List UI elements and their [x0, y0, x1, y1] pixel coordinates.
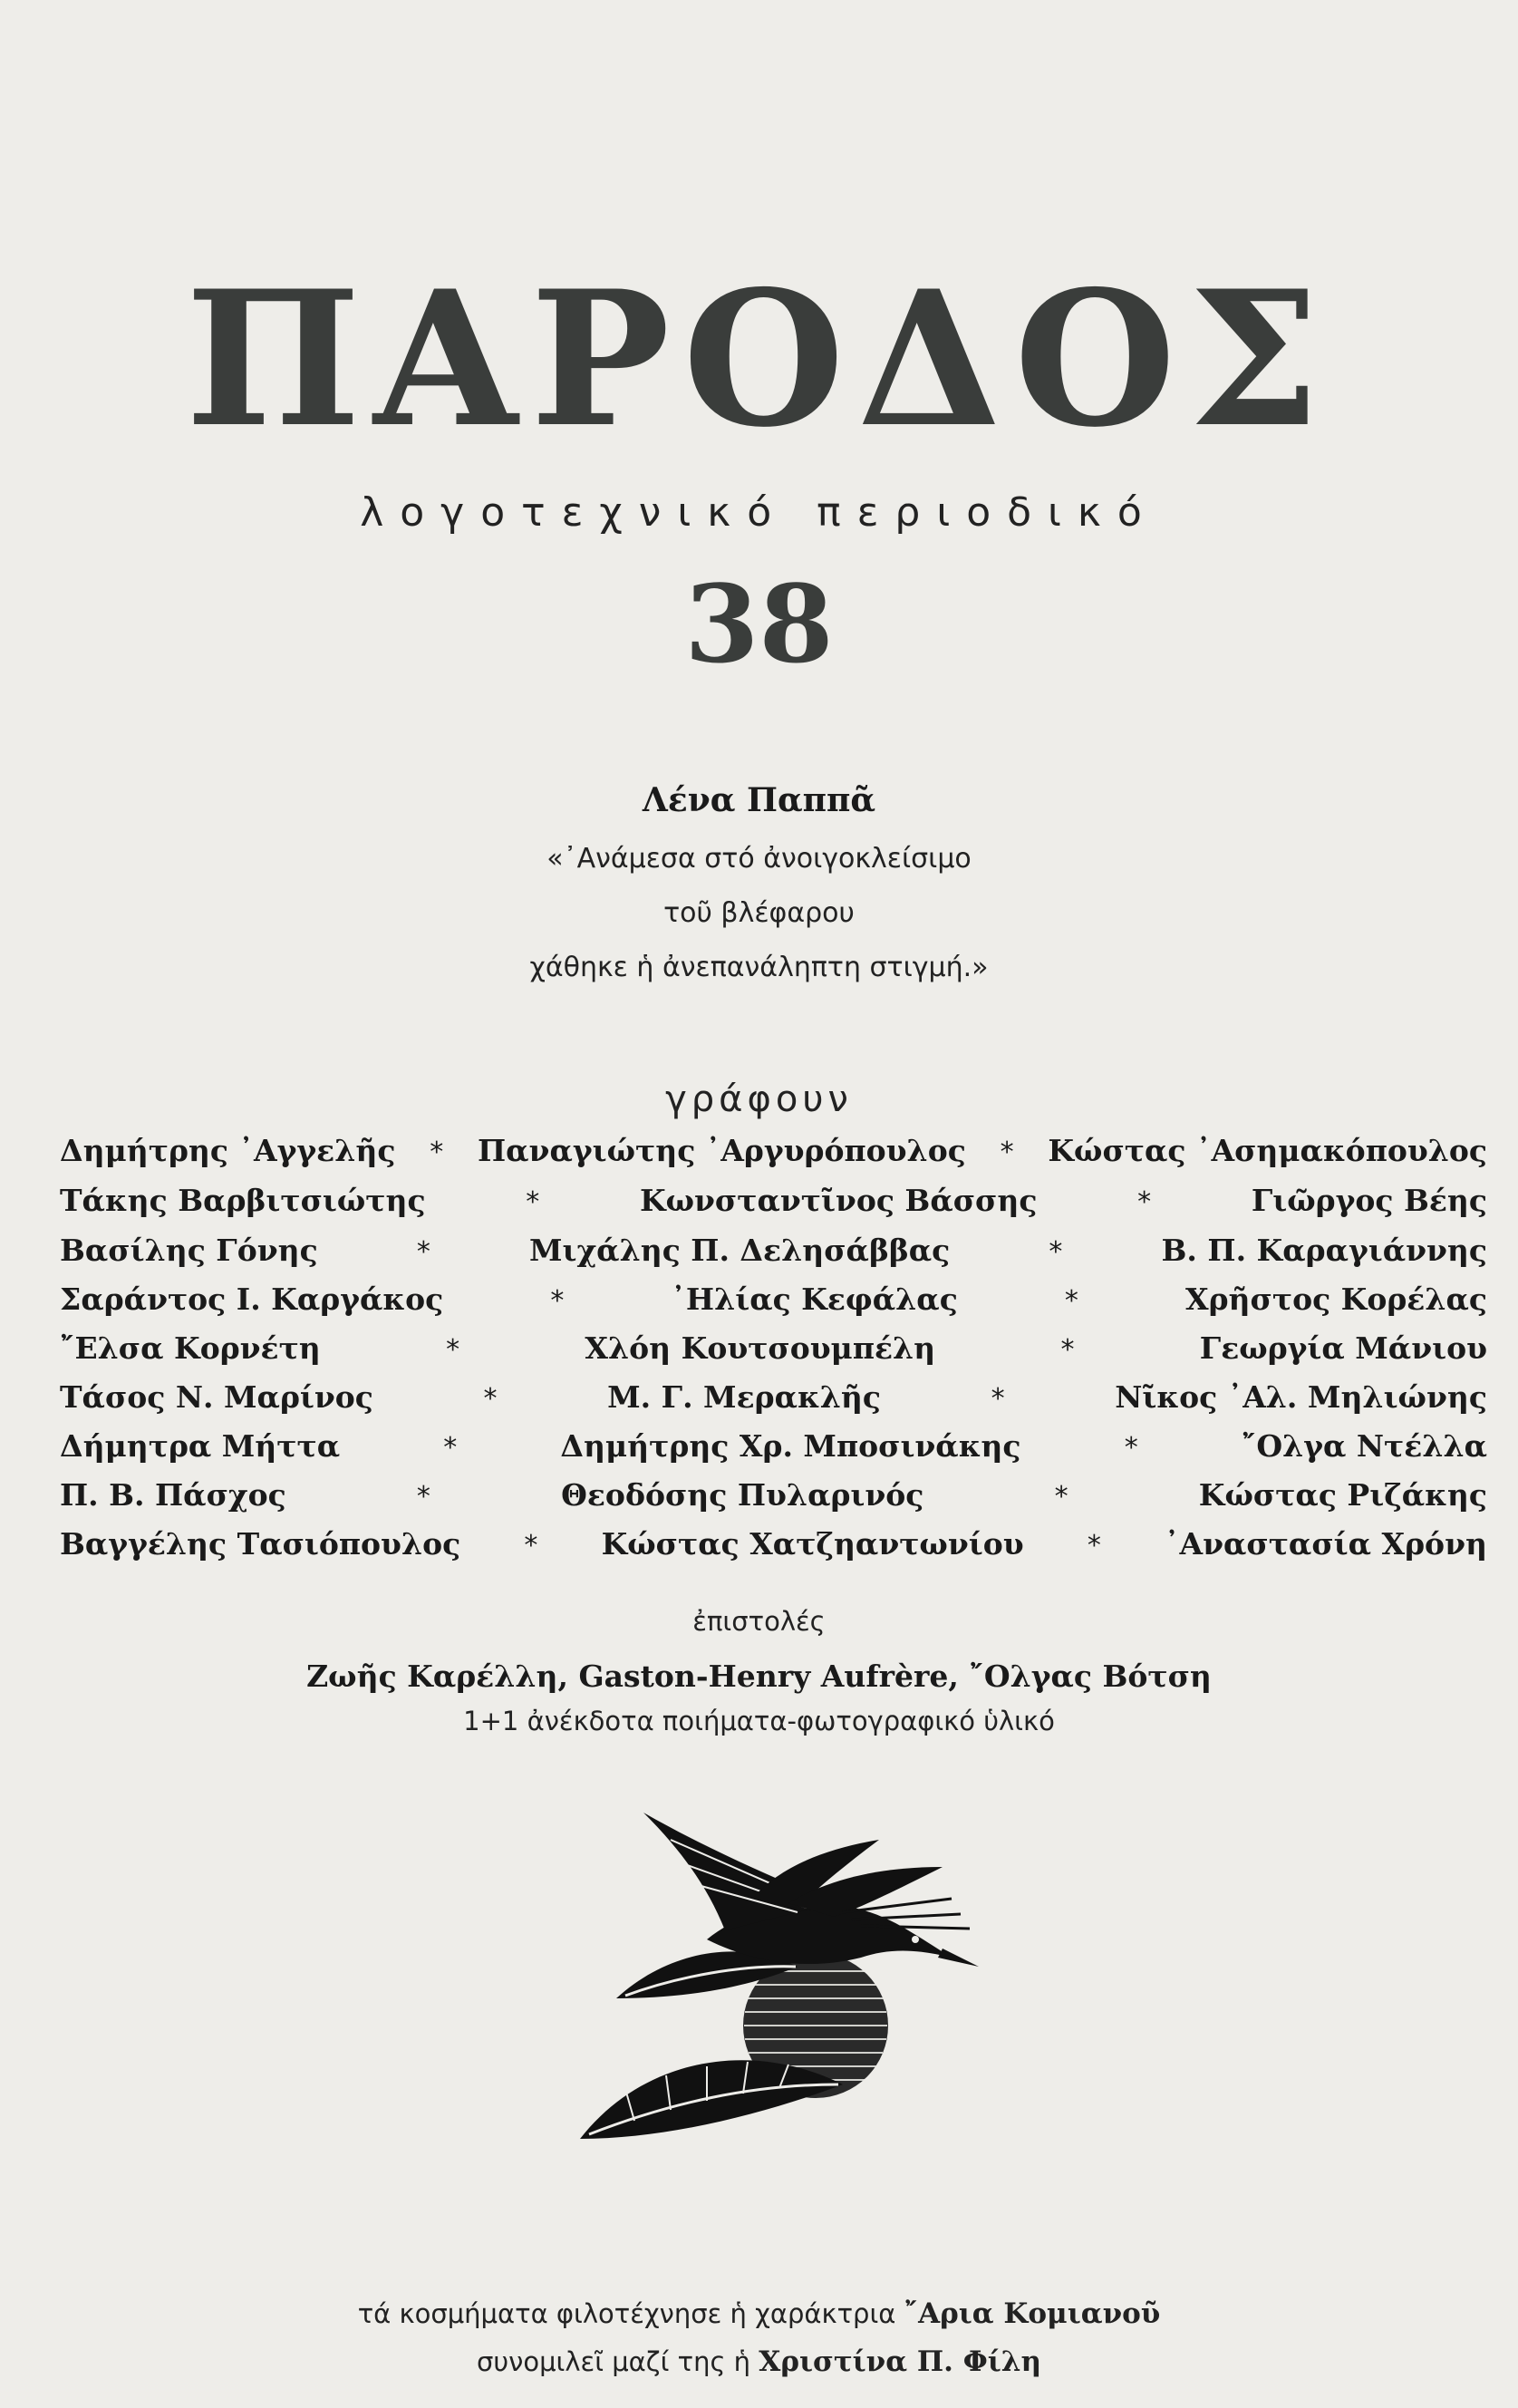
separator-star: * — [526, 1186, 540, 1218]
contributor-name: Γεωργία Μάνιου — [1199, 1330, 1487, 1366]
contributor-name: Χλόη Κουτσουμπέλη — [585, 1330, 936, 1366]
separator-star: * — [524, 1530, 538, 1562]
contributor-name: Δήμητρα Μήττα — [60, 1428, 341, 1464]
contributor-name: Σαράντος Ι. Καργάκος — [60, 1281, 444, 1317]
contributor-row — [60, 1183, 1487, 1228]
separator-star: * — [1000, 1136, 1014, 1168]
contributor-name: Νῖκος ᾽Αλ. Μηλιώνης — [1115, 1379, 1487, 1415]
contributor-name: Δημήτρης Χρ. Μποσινάκης — [560, 1428, 1021, 1464]
contributor-row — [60, 1330, 1487, 1376]
letters-authors: Ζωῆς Καρέλλη, Gaston-Henry Aufrère, ῎Ολγας Βότση — [306, 1659, 1212, 1694]
magazine-subtitle: λογοτεχνικό περιοδικό — [360, 489, 1158, 536]
contributor-name: ᾽Αναστασία Χρόνη — [1165, 1526, 1487, 1562]
bird-on-leaves-engraving-icon — [571, 1813, 1024, 2148]
contributor-name: ῎Ολγα Ντέλλα — [1241, 1428, 1487, 1464]
separator-star: * — [1054, 1481, 1068, 1513]
contributors-label: γράφουν — [665, 1078, 853, 1120]
separator-star: * — [416, 1481, 430, 1513]
contributor-name: Μιχάλης Π. Δελησάββας — [528, 1233, 951, 1268]
contributor-row — [60, 1526, 1487, 1571]
magazine-title: ΠΑΡΟΔΟΣ — [185, 251, 1333, 469]
contributor-name: Χρῆστος Κορέλας — [1184, 1281, 1487, 1317]
separator-star: * — [1124, 1432, 1138, 1464]
contributor-name: Παναγιώτης ᾽Αργυρόπουλος — [478, 1133, 966, 1168]
feature-author: Λένα Παππᾶ — [642, 781, 876, 819]
separator-star: * — [443, 1432, 458, 1464]
separator-star: * — [430, 1136, 444, 1168]
credits-illustrator — [0, 2297, 1518, 2330]
contributor-name: Π. Β. Πάσχος — [60, 1477, 286, 1513]
feature-quote-line: τοῦ βλέφαρου — [663, 897, 855, 929]
contributor-name: Βασίλης Γόνης — [60, 1233, 318, 1268]
separator-star: * — [483, 1383, 498, 1415]
contributor-name: Β. Π. Καραγιάννης — [1161, 1233, 1487, 1268]
interviewer-name: Χριστίνα Π. Φίλη — [759, 2345, 1041, 2378]
contributor-name: ᾽Ηλίας Κεφάλας — [671, 1281, 958, 1317]
separator-star: * — [991, 1383, 1005, 1415]
letters-label: ἐπιστολές — [692, 1606, 826, 1637]
contributor-row — [60, 1477, 1487, 1523]
contributor-name: Θεοδόσης Πυλαρινός — [561, 1477, 924, 1513]
contributor-name: ῎Ελσα Κορνέτη — [60, 1330, 321, 1366]
credits-interviewer-text: συνομιλεῖ μαζί της ἡ — [477, 2346, 751, 2377]
separator-star: * — [446, 1334, 460, 1366]
contributor-name: Δημήτρης ᾽Αγγελῆς — [60, 1133, 396, 1168]
contributor-row — [60, 1428, 1487, 1474]
credits-illustrator-text: τά κοσμήματα φιλοτέχνησε ἡ χαράκτρια — [357, 2298, 896, 2329]
issue-number: 38 — [684, 561, 834, 687]
separator-star: * — [416, 1236, 430, 1268]
separator-star: * — [1060, 1334, 1075, 1366]
separator-star: * — [1064, 1285, 1078, 1317]
contributor-name: Κώστας Χατζηαντωνίου — [601, 1526, 1024, 1562]
contributor-row — [60, 1281, 1487, 1327]
separator-star: * — [1049, 1236, 1063, 1268]
contributor-name: Γιῶργος Βέης — [1251, 1183, 1487, 1218]
separator-star: * — [1137, 1186, 1152, 1218]
contributor-name: Τάσος Ν. Μαρίνος — [60, 1379, 373, 1415]
credits-interviewer — [0, 2345, 1518, 2378]
contributor-name: Κώστας ᾽Ασημακόπουλος — [1048, 1133, 1487, 1168]
letters-note: 1+1 ἀνέκδοτα ποιήματα-φωτογραφικό ὑλικό — [463, 1706, 1055, 1736]
separator-star: * — [550, 1285, 565, 1317]
separator-star: * — [1087, 1530, 1101, 1562]
contributor-row — [60, 1133, 1487, 1178]
contributor-name: Τάκης Βαρβιτσιώτης — [60, 1183, 426, 1218]
contributor-name: Κώστας Ριζάκης — [1198, 1477, 1487, 1513]
contributor-name: Κωνσταντῖνος Βάσσης — [639, 1183, 1038, 1218]
contributor-row — [60, 1379, 1487, 1425]
contributor-name: Μ. Γ. Μερακλῆς — [607, 1379, 881, 1415]
contributor-name: Βαγγέλης Τασιόπουλος — [60, 1526, 461, 1562]
feature-quote-line: «᾽Ανάμεσα στό ἀνοιγοκλείσιμο — [546, 843, 972, 875]
feature-quote-line: χάθηκε ἡ ἀνεπανάληπτη στιγμή.» — [529, 952, 989, 983]
illustrator-name: ῎Αρια Κομιανοῦ — [904, 2297, 1161, 2330]
contributor-row — [60, 1233, 1487, 1278]
